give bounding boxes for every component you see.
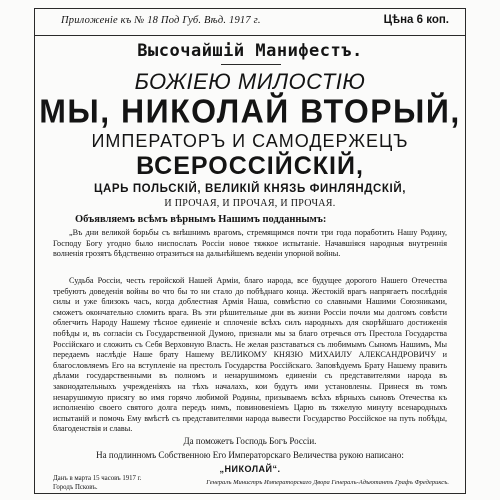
manifesto-sheet	[34, 8, 466, 494]
announcement-lead: Объявляемъ всѣмъ вѣрнымъ Нашимъ подданнымъ:	[75, 214, 327, 225]
countersignature: Генералъ Министръ Императорскаго Двора Генералъ-Адъютантъ Графъ Фредериксъ.	[206, 479, 449, 486]
body-paragraph-2: Судьба Россіи, честь геройской Нашей Арміи, благо народа, все будущее дорогого Нашего Отечества требуютъ доведенія войны во что бы то ни стало до побѣднаго конца. Жестокій врагъ напрягаетъ послѣднія силы и уже близокъ часъ, когда доблестная Армія Наша, совмѣстно со славными Нашими Союзниками, сможетъ окончательно сломить врага. Въ эти рѣшительные дни въ жизни Россіи почли мы долгомъ совѣсти облегчить Народу Нашему тѣсное единеніе и сплоченіе всѣхъ силъ народныхъ для скорѣйшаго достиженія побѣды и, въ согласіи съ Государственной Думою, признали мы за благо отречься отъ Престола Государства Россійскаго и сложить съ Себя Верховную Власть. Не желая разставаться съ любимымъ Сыномъ Нашимъ, Мы передаемъ наслѣдіе Наше брату Нашему ВЕЛИКОМУ КНЯЗЮ МИХАИЛУ АЛЕКСАНДРОВИЧУ и благословляемъ Его на вступленіе на престолъ Государства Россійскаго. Заповѣдуемъ Брату Нашему править дѣлами государственными въ полномъ и ненарушимомъ единеніи съ представителями народа въ законодательныхъ учрежденіяхъ на тѣхъ началахъ, кои будутъ ими установлены. Принеся въ томъ ненарушимую присягу во имя горячо любимой Родины, призываемъ всѣхъ вѣрныхъ сыновъ Отечества къ исполненію своего святого долга передъ нимъ, повиновеніемъ Царю въ тяжелую минуту всенародныхъ испытаній и помочь Ему вмѣстѣ съ представителями народа вывести Государство Россійское на путь побѣды, благоденствія и славы.	[53, 276, 447, 434]
price-label: Цѣна 6 коп.	[383, 14, 449, 26]
manifesto-title: Высочайшій Манифестъ.	[137, 41, 363, 61]
signature-note: На подлинномъ Собственною Его Императорскаго Величества рукою написано:	[96, 450, 404, 460]
all-russian-line: ВСЕРОССІЙСКІЙ,	[136, 152, 364, 180]
emperor-title-line: ИМПЕРАТОРЪ И САМОДЕРЖЕЦЪ	[91, 131, 409, 151]
by-grace-of-god-line: БОЖІЕЮ МИЛОСТІЮ	[134, 69, 366, 94]
header-strip	[35, 9, 465, 36]
date-place-block	[53, 474, 141, 492]
et-cetera-line: И ПРОЧАЯ, И ПРОЧАЯ, И ПРОЧАЯ.	[164, 198, 336, 209]
closing-prayer: Да поможетъ Господь Богъ Россіи.	[183, 436, 317, 446]
signature-nikolai: „НИКОЛАЙ“.	[219, 464, 281, 474]
tsar-titles-line: ЦАРЬ ПОЛЬСКІЙ, ВЕЛИКІЙ КНЯЗЬ ФИНЛЯНДСКІЙ,	[93, 183, 407, 195]
issue-date: Данъ в марта 15 часовъ 1917 г.	[53, 475, 142, 482]
body-paragraph-1: „Въ дни великой борьбы съ внѣшнимъ врагомъ, стремящимся почти три года поработить Нашу Родину, Господу Богу угодно было ниспослать Россіи новое тяжкое испытаніе. Начавшіяся народныя внутреннія волненія грозятъ бѣдственно отразиться на дальнѣйшемъ веденіи упорной войны.	[53, 228, 447, 259]
emperor-name-line: МЫ, НИКОЛАЙ ВТОРЫЙ,	[39, 92, 461, 130]
supplement-note: Приложеніе къ № 18 Под Губ. Вѣд. 1917 г.	[61, 15, 261, 26]
issue-place: Городъ Псковъ.	[53, 484, 98, 491]
title-divider	[221, 64, 281, 65]
